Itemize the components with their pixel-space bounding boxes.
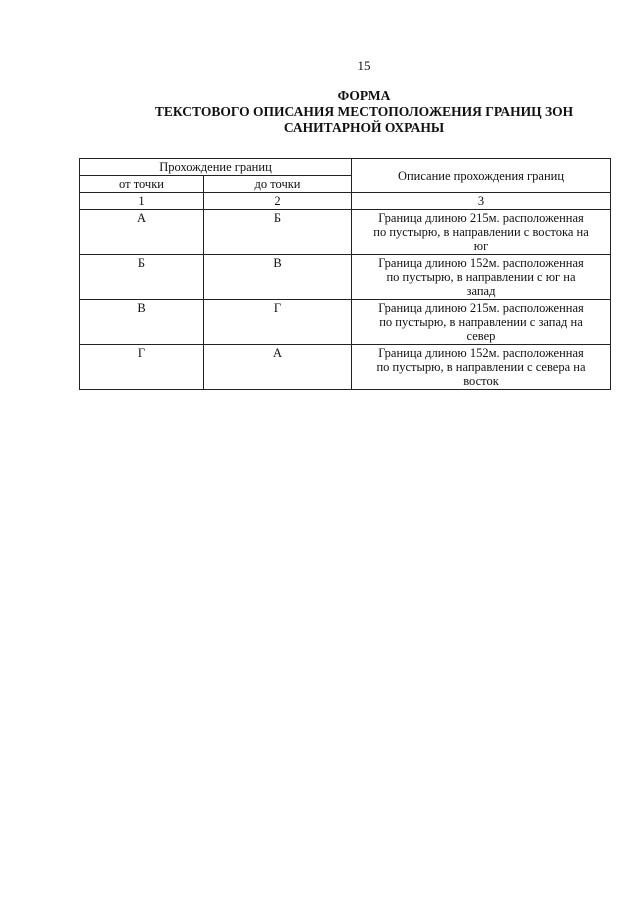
description-cell: [352, 300, 611, 345]
column-number-1: 1: [80, 193, 204, 210]
description-line: запад: [466, 284, 496, 298]
boundary-table: [79, 158, 611, 390]
description-line: юг: [473, 239, 489, 253]
description-line: Граница длиною 152м. расположенная: [378, 346, 584, 360]
description-line: по пустырю, в направлении с востока на: [373, 225, 589, 239]
to-point-cell: Б: [204, 210, 352, 255]
title-line-2: ТЕКСТОВОГО ОПИСАНИЯ МЕСТОПОЛОЖЕНИЯ ГРАНИЦ ЗОН: [154, 104, 574, 119]
from-point-cell: Б: [80, 255, 204, 300]
table-column-numbers-row: [80, 193, 611, 210]
column-number-3: 3: [352, 193, 611, 210]
title-line-3: САНИТАРНОЙ ОХРАНЫ: [283, 120, 445, 135]
header-to-point: до точки: [204, 176, 352, 193]
description-line: восток: [463, 374, 499, 388]
description-line: по пустырю, в направлении с запад на: [379, 315, 583, 329]
description-cell: [352, 210, 611, 255]
page-number: 15: [357, 58, 371, 73]
description-line: Граница длиною 152м. расположенная: [378, 256, 584, 270]
header-boundaries: Прохождение границ: [80, 159, 352, 176]
description-line: по пустырю, в направлении с юг на: [386, 270, 576, 284]
header-from-point: от точки: [80, 176, 204, 193]
from-point-cell: В: [80, 300, 204, 345]
from-point-cell: А: [80, 210, 204, 255]
to-point-cell: А: [204, 345, 352, 390]
table-row: [80, 345, 611, 390]
description-line: Граница длиною 215м. расположенная: [378, 211, 584, 225]
table-row: [80, 300, 611, 345]
column-number-2: 2: [204, 193, 352, 210]
description-line: по пустырю, в направлении с севера на: [376, 360, 586, 374]
description-cell: [352, 255, 611, 300]
table-header-row: [80, 159, 611, 176]
table-row: [80, 255, 611, 300]
document-title: [0, 88, 640, 136]
description-cell: [352, 345, 611, 390]
header-description: Описание прохождения границ: [352, 159, 611, 193]
description-line: север: [466, 329, 496, 343]
to-point-cell: В: [204, 255, 352, 300]
title-line-1: ФОРМА: [337, 88, 391, 103]
table-row: [80, 210, 611, 255]
description-line: Граница длиною 215м. расположенная: [378, 301, 584, 315]
to-point-cell: Г: [204, 300, 352, 345]
from-point-cell: Г: [80, 345, 204, 390]
